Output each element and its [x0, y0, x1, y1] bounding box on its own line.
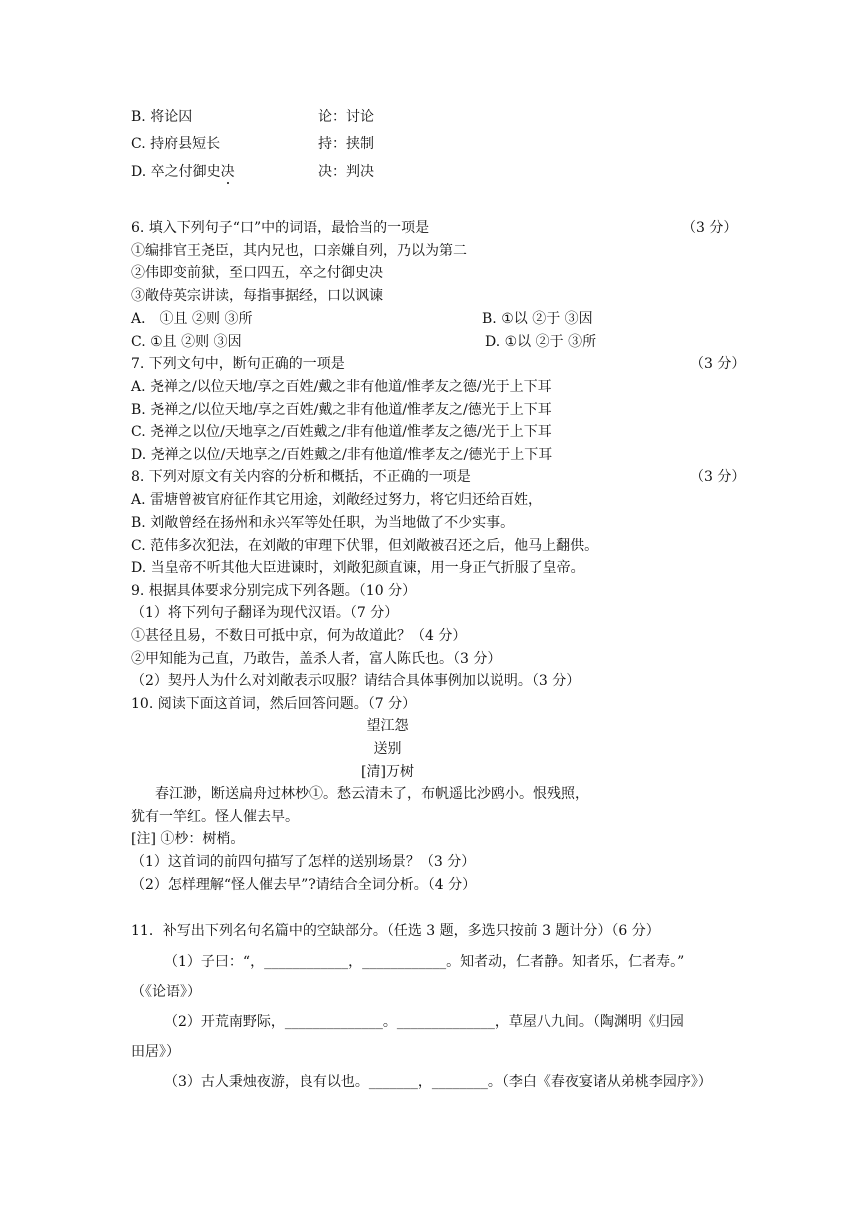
q6-stem: 6. 填入下列句子“口”中的词语，最恰当的一项是 — [131, 220, 430, 236]
q10-stem: 10. 阅读下面这首词，然后回答问题。（7 分） — [131, 696, 417, 712]
q8-option-b: B. 刘敞曾经在扬州和永兴军等处任职，为当地做了不少实事。 — [131, 515, 515, 531]
poem-subtitle: 送别 — [373, 741, 402, 757]
poem-title: 望江怨 — [366, 718, 409, 734]
poem-line-1: 春江渺，断送扁舟过林杪①。愁云清未了，布帆遥比沙鸥小。恨残照， — [155, 786, 589, 802]
option-c-left: C. 持府县短长 — [131, 136, 221, 152]
q9-sentence-1: ①甚径且易，不数日可抵中京，何为故道此？（4 分） — [131, 628, 467, 644]
q11-item-1: （1）子曰：“，____________，____________。知者动，仁者静。知者乐，仁者寿。” — [164, 954, 685, 970]
q6-sentence-1: ①编排官王尧臣，其内兄也，口亲嫌自列，乃以为第二 — [131, 243, 467, 259]
q9-sub-2: （2）契丹人为什么对刘敞表示叹服？请结合具体事例加以说明。（3 分） — [131, 673, 581, 689]
q10-sub-1: （1）这首词的前四句描写了怎样的送别场景？（3 分） — [131, 854, 476, 870]
q11-item-2-source: 田居》） — [131, 1044, 180, 1060]
q7-option-a: A. 尧禅之/以位天地/享之百姓/戴之非有他道/惟孝友之德/光于上下耳 — [131, 379, 552, 395]
poem-line-2: 犹有一竿红。怪人催去早。 — [131, 809, 299, 825]
q8-option-c: C. 范伟多次犯法，在刘敞的审理下伏罪，但刘敞被召还之后，他马上翻供。 — [131, 538, 599, 554]
option-b-right: 论：讨论 — [318, 109, 374, 125]
emphasis-char: 决 — [220, 164, 235, 180]
option-d-left: D. 卒之付御史决 — [131, 164, 235, 180]
q9-stem: 9. 根据具体要求分别完成下列各题。（10 分） — [131, 583, 417, 599]
q7-option-b: B. 尧禅之/以位天地/享之百姓/戴之非有他道/惟孝友之/德光于上下耳 — [131, 402, 552, 418]
q8-option-a: A. 雷塘曾被官府征作其它用途，刘敞经过努力，将它归还给百姓， — [131, 492, 543, 508]
q7-stem: 7. 下列文句中，断句正确的一项是 — [131, 356, 345, 372]
poem-note: [注] ①杪：树梢。 — [131, 831, 245, 847]
q6-option-a: A． ①且 ②则 ③所 — [131, 311, 253, 327]
option-b-left: B. 将论囚 — [131, 109, 193, 125]
q6-option-b: B. ①以 ②于 ③因 — [482, 311, 593, 327]
q8-option-d: D. 当皇帝不听其他大臣进谏时，刘敞犯颜直谏，用一身正气折服了皇帝。 — [131, 560, 585, 576]
q6-sentence-3: ③敞侍英宗讲读，每指事据经，口以讽谏 — [131, 288, 383, 304]
q7-score: （3 分） — [690, 356, 746, 372]
option-d-right: 决：判决 — [318, 164, 374, 180]
poem-author: [清]万树 — [361, 764, 414, 780]
option-c-right: 持：挟制 — [318, 136, 374, 152]
q8-score: （3 分） — [690, 469, 746, 485]
q10-sub-2: （2）怎样理解“怪人催去早”?请结合全词分析。（4 分） — [131, 877, 477, 893]
q9-sentence-2: ②甲知能为己直，乃敢告，盖杀人者，富人陈氏也。（3 分） — [131, 651, 502, 667]
q11-item-2: （2）开荒南野际，______________。______________，草屋八九间。（陶渊明《归园 — [164, 1014, 684, 1030]
q6-option-c: C. ①且 ②则 ③因 — [131, 334, 242, 350]
q6-score: （3 分） — [682, 220, 738, 236]
q11-item-3: （3）古人秉烛夜游，良有以也。_______，________。（李白《春夜宴诸从弟桃李园序》） — [164, 1074, 712, 1090]
q9-sub-1: （1）将下列句子翻译为现代汉语。（7 分） — [131, 605, 399, 621]
q7-option-d: D. 尧禅之以位/天地享之/百姓戴之/非有他道/惟孝友之/德光于上下耳 — [131, 447, 553, 463]
q6-sentence-2: ②伟即变前狱，至口四五，卒之付御史决 — [131, 265, 383, 281]
q6-option-d: D. ①以 ②于 ③所 — [485, 334, 597, 350]
q11-item-1-source: （《论语》） — [131, 984, 201, 1000]
q8-stem: 8. 下列对原文有关内容的分析和概括，不正确的一项是 — [131, 469, 471, 485]
q11-stem: 11．补写出下列名句名篇中的空缺部分。（任选 3 题，多选只按前 3 题计分）（6 分） — [131, 923, 660, 939]
q7-option-c: C. 尧禅之以位/天地享之/百姓戴之/非有他道/惟孝友之德/光于上下耳 — [131, 424, 552, 440]
